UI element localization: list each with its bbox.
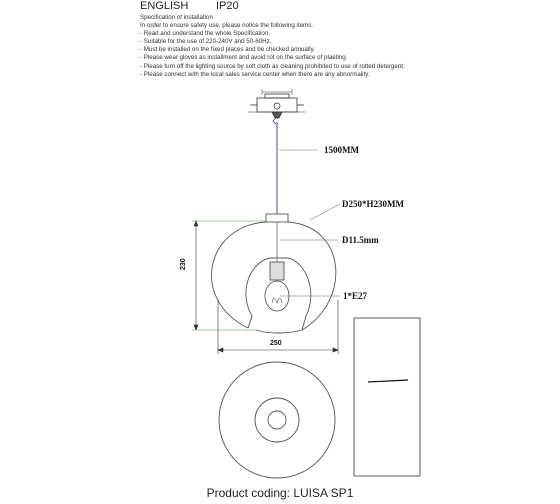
spec-line: In order to ensure safety use, please notice the following items. (140, 22, 314, 30)
spec-line: - Please wear gloves as installment and avoid rot on the surface of plaeting. (140, 54, 348, 62)
hole-diameter-label: D11.5mm (342, 235, 379, 245)
spec-line: - Must be installed on the fixed places and be checked annually. (140, 46, 315, 54)
spec-line: - Suitable for the use of 220-240V and 50-60Hz. (140, 38, 272, 46)
ip-rating-label: IP20 (216, 0, 239, 12)
spec-line: - Please turn off the lighting source by soft cloth as cleaning prohibited to use of rotted detergent. (140, 62, 405, 70)
bulb-label: 1*E27 (343, 291, 368, 301)
height-dimension (192, 221, 266, 330)
spec-line: - Read and understand the whole Specification. (140, 30, 271, 38)
shade-size-label: D250*H230MM (342, 199, 404, 209)
product-coding: Product coding: LUISA SP1 (206, 486, 354, 500)
language-label: ENGLISH (140, 0, 189, 12)
spec-title: Specification of installation (140, 14, 213, 21)
bulb-assembly (265, 222, 289, 311)
detail-panel (354, 318, 420, 476)
shade-top-view (219, 362, 335, 478)
cable-length-label: 1500MM (324, 145, 359, 155)
height-value: 230 (180, 258, 187, 270)
spec-line: - Please connect with the local sales service center when there are any abnormality. (140, 70, 370, 78)
ceiling-canopy (248, 89, 306, 124)
width-value: 250 (270, 340, 282, 347)
